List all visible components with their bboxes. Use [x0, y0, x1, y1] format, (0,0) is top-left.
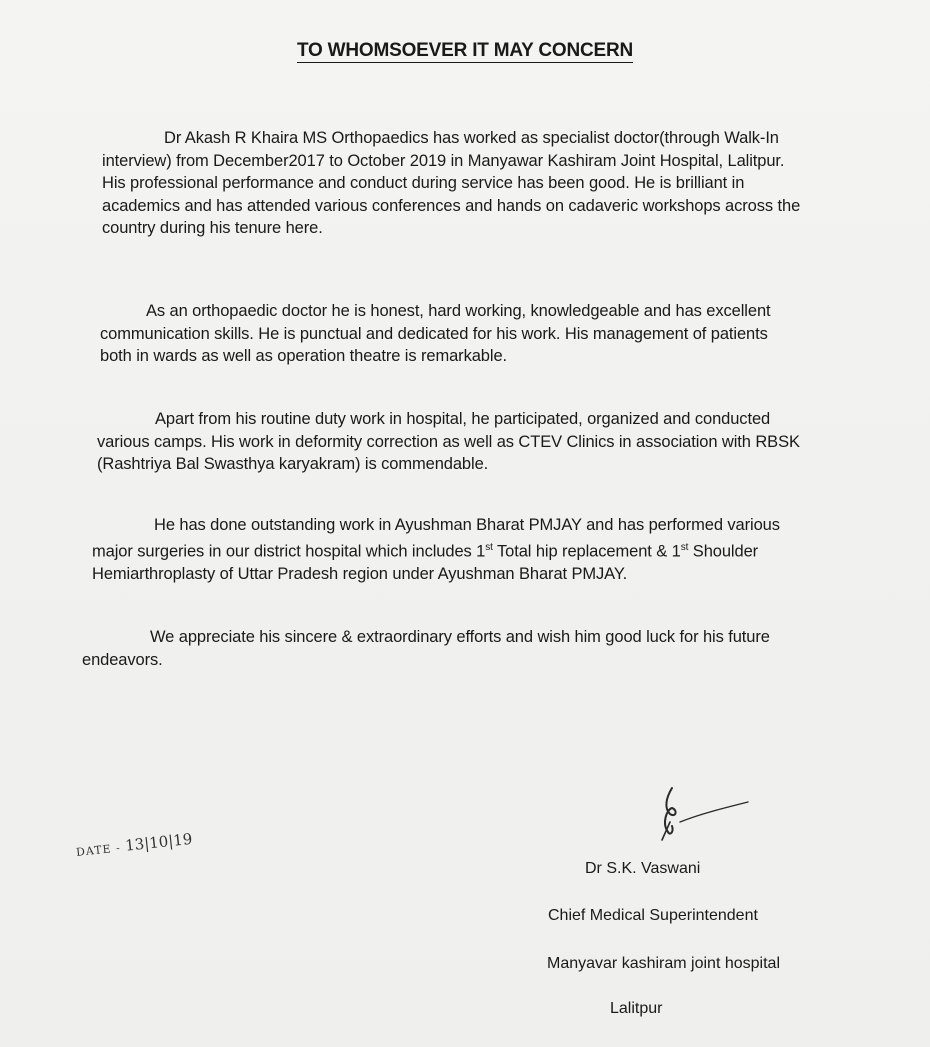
- signatory-name: Dr S.K. Vaswani: [585, 860, 701, 877]
- paragraph-line: academics and has attended various conferences and hands on cadaveric workshops across the: [102, 196, 801, 215]
- letter-title-text: TO WHOMSOEVER IT MAY CONCERN: [296, 40, 634, 61]
- date-value: 13|10|19: [124, 829, 194, 855]
- paragraph-line: His professional performance and conduct during service has been good. He is brilliant in: [102, 174, 745, 192]
- paragraph-line: country during his tenure here.: [102, 219, 323, 237]
- letter-title: [0, 40, 930, 62]
- paragraph-line: We appreciate his sincere & extraordinary efforts and wish him good luck for his future: [150, 628, 770, 646]
- paragraph-5: [82, 626, 770, 671]
- surgeries-text-a: major surgeries in our district hospital which includes 1: [92, 542, 486, 560]
- paragraph-line: Apart from his routine duty work in hospital, he participated, organized and conducted: [155, 410, 771, 428]
- paragraph-2: [100, 300, 771, 368]
- paragraph-4: [92, 514, 780, 585]
- date-label: DATE -: [75, 841, 122, 859]
- paragraph-line: Hemiarthroplasty of Uttar Pradesh region under Ayushman Bharat PMJAY.: [92, 564, 628, 583]
- signatory-hospital: Manyavar kashiram joint hospital: [547, 955, 780, 972]
- paragraph-line: As an orthopaedic doctor he is honest, hard working, knowledgeable and has excellent: [146, 302, 771, 320]
- paragraph-line: interview) from December2017 to October 2019 in Manyawar Kashiram Joint Hospital, Lalitpur.: [102, 151, 785, 170]
- paragraph-line: both in wards as well as operation theatre is remarkable.: [100, 347, 508, 365]
- signature-mark: [640, 780, 760, 860]
- paragraph-line: Dr Akash R Khaira MS Orthopaedics has worked as specialist doctor(through Walk-In: [164, 129, 779, 147]
- paragraph-line: He has done outstanding work in Ayushman Bharat PMJAY and has performed various: [154, 516, 780, 534]
- paragraph-line: various camps. His work in deformity correction as well as CTEV Clinics in association with RBSK: [97, 432, 800, 451]
- paragraph-line: endeavors.: [82, 650, 163, 669]
- signatory-designation: Chief Medical Superintendent: [548, 907, 758, 924]
- signatory-city: Lalitpur: [610, 1000, 663, 1017]
- paragraph-line: communication skills. He is punctual and dedicated for his work. His management of patients: [100, 324, 768, 343]
- paragraph-3: [97, 408, 800, 476]
- paragraph-1: [102, 127, 800, 240]
- handwritten-date: [75, 830, 193, 860]
- paragraph-line: (Rashtriya Bal Swasthya karyakram) is commendable.: [97, 455, 489, 473]
- surgeries-text-c: Shoulder: [688, 542, 759, 560]
- surgeries-text-b: Total hip replacement & 1: [492, 542, 681, 560]
- paragraph-line: major surgeries in our district hospital which includes 1st Total hip replacement & 1st Shoulder: [92, 541, 759, 560]
